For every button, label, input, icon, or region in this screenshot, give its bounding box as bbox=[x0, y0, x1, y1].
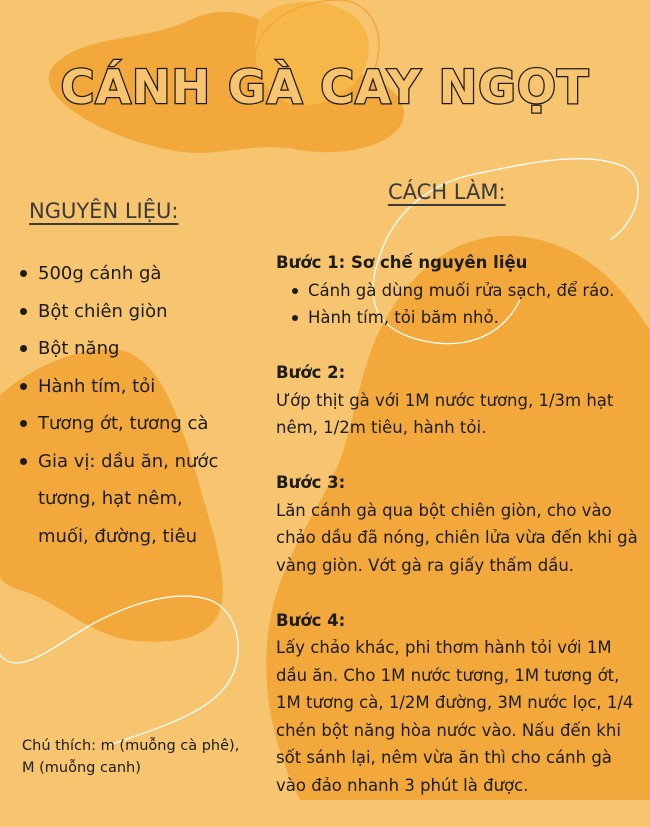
step-4-text: Lấy chảo khác, phi thơm hành tỏi với 1M dầu ăn. Cho 1M nước tương, 1M tương ớt, 1M tương cà, 1/2M đường, 3M nước lọc, 1/4 chén bột năng hòa nước vào. Nấu đến khi sốt sánh lại, nêm vừa ăn thì cho cánh gà vào đảo nhanh 3 phút là được. bbox=[276, 638, 634, 795]
method-heading: CÁCH LÀM: bbox=[388, 180, 506, 204]
recipe-title: CÁNH GÀ CAY NGỌT bbox=[60, 60, 590, 114]
step-1-title: Bước 1: Sơ chế nguyên liệu bbox=[276, 253, 528, 272]
ingredient-item: Tương ớt, tương cà bbox=[18, 405, 233, 443]
method-steps bbox=[276, 249, 646, 827]
step-2 bbox=[276, 359, 646, 442]
step-1-bullet: Hành tím, tỏi băm nhỏ. bbox=[290, 304, 646, 332]
measurement-note: Chú thích: m (muỗng cà phê), M (muỗng canh) bbox=[22, 738, 240, 776]
step-1-bullets bbox=[276, 277, 646, 332]
step-1 bbox=[276, 249, 646, 332]
step-2-text: Ướp thịt gà với 1M nước tương, 1/3m hạt nêm, 1/2m tiêu, hành tỏi. bbox=[276, 390, 614, 437]
ingredient-item: 500g cánh gà bbox=[18, 255, 233, 293]
step-4 bbox=[276, 607, 646, 800]
step-2-title: Bước 2: bbox=[276, 363, 346, 382]
ingredient-item: Gia vị: dầu ăn, nước tương, hạt nêm, muối, đường, tiêu bbox=[18, 443, 233, 556]
ingredient-item: Bột năng bbox=[18, 330, 233, 368]
step-3 bbox=[276, 469, 646, 579]
ingredient-item: Hành tím, tỏi bbox=[18, 368, 233, 406]
step-1-bullet: Cánh gà dùng muối rửa sạch, để ráo. bbox=[290, 277, 646, 305]
step-3-title: Bước 3: bbox=[276, 473, 346, 492]
ingredient-item: Bột chiên giòn bbox=[18, 293, 233, 331]
ingredients-heading: NGUYÊN LIỆU: bbox=[29, 199, 179, 223]
step-4-title: Bước 4: bbox=[276, 610, 346, 630]
step-3-text: Lăn cánh gà qua bột chiên giòn, cho vào chảo dầu đã nóng, chiên lửa vừa đến khi gà vàng giòn. Vớt gà ra giấy thấm dầu. bbox=[276, 500, 638, 575]
ingredients-list bbox=[18, 255, 233, 555]
